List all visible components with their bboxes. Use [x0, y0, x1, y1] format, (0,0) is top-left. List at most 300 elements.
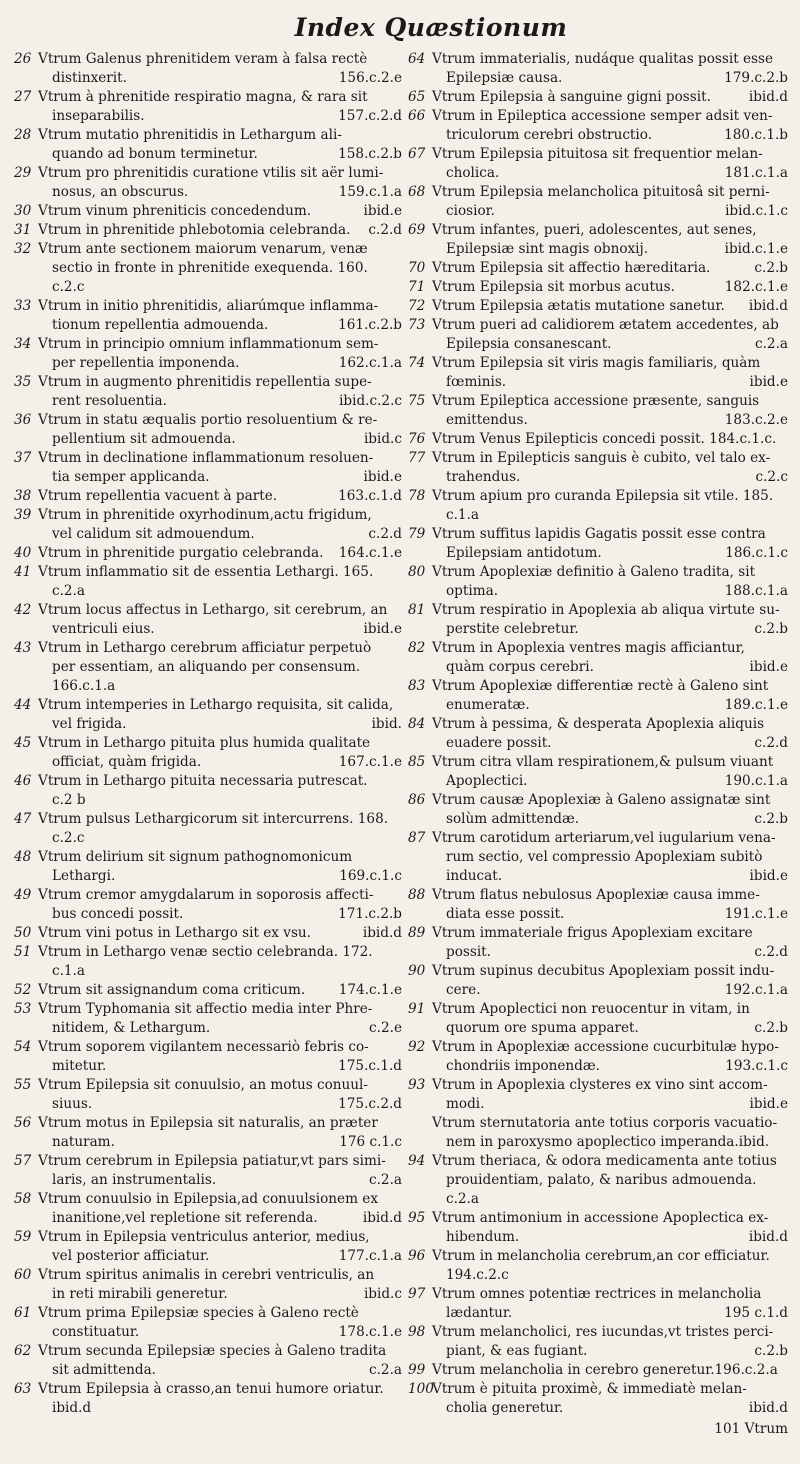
entry-page-ref: c.2.d: [754, 944, 788, 960]
entry-number: 78: [408, 488, 426, 504]
entry-line: Vtrum cremor amygdalarum in soporosis affecti-: [38, 887, 374, 903]
entry-text: [38, 335, 402, 373]
entry-page-ref: 190.c.1.a: [724, 773, 788, 789]
entry-page-ref: c.2.a: [368, 1172, 402, 1188]
entry-page-ref: 176 c.1.c: [339, 1134, 402, 1150]
entry-line: Epilepsiæ sint magis obnoxij.: [446, 241, 649, 257]
entry-line: Vtrum pueri ad calidiorem ætatem accedentes, ab: [432, 317, 779, 333]
entry-line: Vtrum Epilepsia pituitosa sit frequentior melan-: [432, 146, 763, 162]
entry-line: Vtrum soporem vigilantem necessariò febris co-: [38, 1039, 369, 1055]
entry-line: possit.: [446, 944, 491, 960]
entry-page-ref: 164.c.1.e: [338, 545, 402, 561]
entry-line: prouidentiam, palato, & naribus admouenda.: [446, 1172, 757, 1188]
entry-text: [38, 126, 402, 164]
entry-page-ref: ibid.d: [362, 1210, 402, 1226]
entry-text: [38, 639, 402, 696]
entry-page-ref: c.2.d: [368, 222, 402, 238]
entry-line: Vtrum antimonium in accessione Apoplectica ex-: [432, 1210, 769, 1226]
entry-line: Vtrum citra vllam respirationem,& pulsum viuant: [432, 754, 774, 770]
entry-page-ref: 169.c.1.c: [339, 868, 402, 884]
entry-text: [38, 1038, 402, 1076]
index-entry: [14, 1000, 402, 1038]
entry-line: quorum ore spuma apparet.: [446, 1020, 639, 1036]
entry-number: 26: [14, 51, 32, 67]
index-entry: [14, 126, 402, 164]
entry-line: emittendus.: [446, 412, 528, 428]
index-entry: [14, 1114, 402, 1152]
entry-line: quàm corpus cerebri.: [446, 659, 594, 675]
entry-text: [432, 829, 788, 886]
entry-number: 63: [14, 1381, 32, 1397]
entry-text: [38, 1076, 402, 1114]
entry-number: 70: [408, 260, 426, 276]
entry-line: Vtrum motus in Epilepsia sit naturalis, an præter: [38, 1115, 378, 1131]
entry-number: 27: [14, 89, 32, 105]
entry-text: [432, 753, 788, 791]
entry-line: Vtrum in declinatione inflammationum resoluen-: [38, 450, 374, 466]
index-entry: [14, 1076, 402, 1114]
entry-text: [432, 886, 788, 924]
entry-number: 72: [408, 298, 426, 314]
entry-text: [38, 734, 402, 772]
entry-text: [38, 1190, 402, 1228]
entry-number: 44: [14, 697, 32, 713]
index-entry: [408, 1247, 788, 1285]
entry-line: Vtrum melancholici, res iucundas,vt tristes perci-: [432, 1324, 774, 1340]
index-entry: [14, 734, 402, 772]
entry-text: [38, 1266, 402, 1304]
index-entry: [408, 50, 788, 88]
entry-number: 39: [14, 507, 32, 523]
entry-line: Vtrum respiratio in Apoplexia ab aliqua virtute su-: [432, 602, 780, 618]
entry-text: [432, 962, 788, 1000]
entry-number: 92: [408, 1039, 426, 1055]
entry-line: Vtrum è pituita proximè, & immediatè melan-: [432, 1381, 747, 1397]
entry-text: [38, 563, 402, 601]
entry-text: [38, 1304, 402, 1342]
entry-page-ref: 158.c.2.b: [338, 146, 402, 162]
entry-line: euadere possit.: [446, 735, 552, 751]
entry-line: constituatur.: [52, 1324, 140, 1340]
entry-page-ref: ibid.e: [363, 203, 402, 219]
entry-line: inducat.: [446, 868, 503, 884]
right-column: [408, 50, 788, 1418]
entry-number: 97: [408, 1286, 426, 1302]
entry-text: [432, 791, 788, 829]
entry-line: Vtrum in Apoplexia ventres magis afficiantur,: [432, 640, 746, 656]
entry-line: per essentiam, an aliquando per consensum.: [52, 659, 361, 675]
entry-line: c.2.a: [52, 583, 86, 599]
entry-number: 46: [14, 773, 32, 789]
index-entry: [408, 886, 788, 924]
entry-line: solùm admittendæ.: [446, 811, 580, 827]
entry-line: vel calidum sit admouendum.: [52, 526, 255, 542]
entry-number: 74: [408, 355, 426, 371]
entry-line: Apoplectici.: [446, 773, 528, 789]
entry-line: Vtrum in Lethargo venæ sectio celebranda. 172.: [38, 944, 373, 960]
entry-text: [432, 1076, 788, 1114]
entry-line: Vtrum in phrenitide purgatio celebranda.: [38, 545, 324, 561]
entry-page-ref: 195 c.1.d: [724, 1305, 788, 1321]
entry-page-ref: c.2.d: [754, 735, 788, 751]
entry-text: [38, 981, 402, 1000]
entry-line: hibendum.: [446, 1229, 520, 1245]
entry-page-ref: 175.c.1.d: [338, 1058, 402, 1074]
entry-text: [38, 1342, 402, 1380]
entry-page-ref: c.2.a: [754, 336, 788, 352]
entry-line: diata esse possit.: [446, 906, 565, 922]
entry-line: Vtrum secunda Epilepsiæ species à Galeno tradita: [38, 1343, 387, 1359]
entry-page-ref: ibid.c.2.c: [339, 393, 402, 409]
index-entry: [14, 1228, 402, 1266]
entry-text: [38, 506, 402, 544]
entry-line: Vtrum Epilepsia ætatis mutatione sanetur.: [432, 298, 725, 314]
entry-text: [38, 1000, 402, 1038]
entry-line: Vtrum apium pro curanda Epilepsia sit vtile. 185.: [432, 488, 774, 504]
entry-page-ref: ibid.c: [363, 1286, 402, 1302]
entry-page-ref: ibid.d: [748, 298, 788, 314]
entry-page-ref: ibid.c: [363, 431, 402, 447]
entry-line: Vtrum cerebrum in Epilepsia patiatur,vt pars simi-: [38, 1153, 386, 1169]
index-entry: [408, 1076, 788, 1114]
entry-number: 96: [408, 1248, 426, 1264]
entry-line: Epilepsia consanescant.: [446, 336, 612, 352]
entry-text: [432, 88, 788, 107]
entry-text: [38, 943, 402, 981]
entry-number: 86: [408, 792, 426, 808]
entry-line: Vtrum Epilepsia à crasso,an tenui humore oriatur.: [38, 1381, 384, 1397]
entry-line: perstite celebretur.: [446, 621, 579, 637]
entry-number: 95: [408, 1210, 426, 1226]
entry-text: [38, 544, 402, 563]
entry-line: Vtrum spiritus animalis in cerebri ventriculis, an: [38, 1267, 375, 1283]
entry-line: Epilepsiæ causa.: [446, 70, 563, 86]
index-entry: [408, 601, 788, 639]
index-columns: [14, 50, 788, 1418]
entry-line: Vtrum immateriale frigus Apoplexiam excitare: [432, 925, 753, 941]
entry-text: [432, 601, 788, 639]
entry-number: 54: [14, 1039, 32, 1055]
index-entry: [408, 791, 788, 829]
entry-line: inanitione,vel repletione sit referenda.: [52, 1210, 318, 1226]
entry-line: Vtrum infantes, pueri, adolescentes, aut senes,: [432, 222, 757, 238]
index-entry: [14, 373, 402, 411]
entry-text: [432, 221, 788, 259]
entry-line: Lethargi.: [52, 868, 116, 884]
entry-line: vel frigida.: [52, 716, 127, 732]
index-entry: [408, 145, 788, 183]
entry-text: [38, 202, 402, 221]
entry-number: 41: [14, 564, 32, 580]
index-entry: [408, 829, 788, 886]
entry-number: 52: [14, 982, 32, 998]
entry-number: 48: [14, 849, 32, 865]
entry-number: 83: [408, 678, 426, 694]
entry-line: c.1.a: [446, 507, 480, 523]
entry-text: [38, 696, 402, 734]
entry-number: 58: [14, 1191, 32, 1207]
entry-number: 43: [14, 640, 32, 656]
entry-page-ref: 191.c.1.e: [724, 906, 788, 922]
entry-line: Vtrum Apoplectici non reuocentur in vitam, in: [432, 1001, 750, 1017]
entry-page-ref: ibid.c.1.c: [725, 203, 788, 219]
entry-number: 59: [14, 1229, 32, 1245]
entry-number: 62: [14, 1343, 32, 1359]
entry-page-ref: ibid.e: [749, 659, 788, 675]
entry-line: Vtrum sit assignandum coma criticum.: [38, 982, 306, 998]
index-entry: [14, 1380, 402, 1418]
index-entry: [408, 1152, 788, 1209]
entry-text: [38, 240, 402, 297]
entry-text: [432, 354, 788, 392]
entry-text: [38, 221, 402, 240]
entry-line: Vtrum à phrenitide respiratio magna, & rara sit: [38, 89, 368, 105]
entry-page-ref: 175.c.2.d: [338, 1096, 402, 1112]
index-entry: [14, 1190, 402, 1228]
entry-line: Vtrum repellentia vacuent à parte.: [38, 488, 278, 504]
entry-line: Vtrum intemperies in Lethargo requisita, sit calida,: [38, 697, 394, 713]
entry-text: [432, 297, 788, 316]
entry-line: laris, an instrumentalis.: [52, 1172, 217, 1188]
entry-number: 88: [408, 887, 426, 903]
entry-line: ciosior.: [446, 203, 495, 219]
index-entry: [14, 563, 402, 601]
index-entry: [14, 1266, 402, 1304]
entry-line: Vtrum mutatio phrenitidis in Lethargum ali-: [38, 127, 342, 143]
index-entry: [408, 1323, 788, 1361]
entry-number: 56: [14, 1115, 32, 1131]
entry-text: [432, 525, 788, 563]
entry-line: optima.: [446, 583, 499, 599]
entry-page-ref: 157.c.2.d: [338, 108, 402, 124]
entry-number: 33: [14, 298, 32, 314]
entry-line: Vtrum suffitus lapidis Gagatis possit esse contra: [432, 526, 766, 542]
entry-line: Vtrum in principio omnium inflammationum sem-: [38, 336, 379, 352]
entry-number: 81: [408, 602, 426, 618]
entry-line: Vtrum vini potus in Lethargo sit ex vsu.: [38, 925, 311, 941]
entry-text: [432, 1114, 788, 1152]
index-entry: [14, 164, 402, 202]
entry-line: Vtrum pulsus Lethargicorum sit intercurrens. 168.: [38, 811, 389, 827]
entry-line: Vtrum in Apoplexia clysteres ex vino sint accom-: [432, 1077, 768, 1093]
index-entry: [14, 544, 402, 563]
index-entry: [14, 1304, 402, 1342]
entry-line: per repellentia imponenda.: [52, 355, 240, 371]
entry-line: c.2 b: [52, 792, 86, 808]
index-entry: [14, 335, 402, 373]
entry-line: ibid.d: [52, 1400, 92, 1416]
index-entry: [408, 525, 788, 563]
index-entry: [14, 1342, 402, 1380]
index-entry: [408, 316, 788, 354]
index-entry: [14, 601, 402, 639]
entry-line: Vtrum in Lethargo cerebrum afficiatur perpetuò: [38, 640, 372, 656]
entry-page-ref: 178.c.1.e: [338, 1324, 402, 1340]
entry-line: Vtrum Epilepsia melancholica pituitosâ sit perni-: [432, 184, 770, 200]
entry-page-ref: 193.c.1.c: [725, 1058, 788, 1074]
entry-text: [432, 1000, 788, 1038]
entry-line: Vtrum in phrenitide phlebotomia celebranda.: [38, 222, 351, 238]
entry-number: 82: [408, 640, 426, 656]
entry-number: 38: [14, 488, 32, 504]
entry-number: 60: [14, 1267, 32, 1283]
entry-line: 194.c.2.c: [446, 1267, 509, 1283]
entry-text: [432, 924, 788, 962]
index-entry: [14, 886, 402, 924]
index-entry: [408, 449, 788, 487]
entry-line: Vtrum supinus decubitus Apoplexiam possit indu-: [432, 963, 775, 979]
index-entry: [14, 1152, 402, 1190]
entry-line: triculorum cerebri obstructio.: [446, 127, 653, 143]
entry-line: Vtrum flatus nebulosus Apoplexiæ causa imme-: [432, 887, 760, 903]
entry-number: 65: [408, 89, 426, 105]
entry-line: Vtrum conuulsio in Epilepsia,ad conuulsionem ex: [38, 1191, 378, 1207]
entry-text: [432, 449, 788, 487]
entry-line: mitetur.: [52, 1058, 107, 1074]
entry-page-ref: c.2.b: [754, 1343, 788, 1359]
entry-line: Vtrum causæ Apoplexiæ à Galeno assignatæ sint: [432, 792, 771, 808]
entry-page-ref: 183.c.2.e: [724, 412, 788, 428]
entry-number: 29: [14, 165, 32, 181]
entry-number: 30: [14, 203, 32, 219]
index-entry: [408, 392, 788, 430]
entry-line: enumeratæ.: [446, 697, 530, 713]
entry-page-ref: c.2.b: [754, 811, 788, 827]
entry-number: 73: [408, 317, 426, 333]
entry-page-ref: 174.c.1.e: [338, 982, 402, 998]
entry-number: 61: [14, 1305, 32, 1321]
index-entry: [408, 1361, 788, 1380]
entry-text: [432, 487, 788, 525]
entry-line: pellentium sit admouenda.: [52, 431, 236, 447]
entry-number: 79: [408, 526, 426, 542]
entry-page-ref: ibid.d: [748, 1229, 788, 1245]
index-entry: [408, 297, 788, 316]
entry-number: 90: [408, 963, 426, 979]
entry-text: [432, 677, 788, 715]
entry-line: Vtrum Epileptica accessione præsente, sanguis: [432, 393, 760, 409]
entry-line: Vtrum immaterialis, nudáque qualitas possit esse: [432, 51, 774, 67]
entry-number: 80: [408, 564, 426, 580]
entry-line: sectio in fronte in phrenitide exequenda. 160.: [52, 260, 368, 276]
entry-page-ref: c.2.b: [754, 260, 788, 276]
entry-line: in reti mirabili generetur.: [52, 1286, 228, 1302]
entry-line: Vtrum Apoplexiæ differentiæ rectè à Galeno sint: [432, 678, 769, 694]
page-title: Index Quæstionum: [294, 13, 568, 42]
entry-page-ref: 162.c.1.a: [338, 355, 402, 371]
entry-number: 31: [14, 222, 32, 238]
index-entry: [408, 278, 788, 297]
entry-number: 67: [408, 146, 426, 162]
entry-page-ref: 186.c.1.c: [725, 545, 788, 561]
entry-text: [432, 392, 788, 430]
entry-page-ref: c.2.a: [368, 1362, 402, 1378]
entry-line: lædantur.: [446, 1305, 513, 1321]
entry-page-ref: ibid.d: [748, 89, 788, 105]
entry-text: [432, 50, 788, 88]
entry-number: 28: [14, 127, 32, 143]
entry-line: nem in paroxysmo apoplectico imperanda.ibid.: [446, 1134, 770, 1150]
entry-text: [432, 1038, 788, 1076]
entry-page-ref: 182.c.1.e: [724, 279, 788, 295]
catchword: 101 Vtrum: [714, 1421, 788, 1437]
entry-text: [432, 430, 788, 449]
entry-page-ref: 189.c.1.e: [724, 697, 788, 713]
index-entry: [408, 753, 788, 791]
entry-text: [432, 1247, 788, 1285]
entry-line: modi.: [446, 1096, 485, 1112]
entry-line: Vtrum in initio phrenitidis, aliarúmque inflamma-: [38, 298, 379, 314]
entry-line: Epilepsiam antidotum.: [446, 545, 602, 561]
entry-page-ref: ibid.e: [363, 621, 402, 637]
entry-line: distinxerit.: [52, 70, 127, 86]
entry-number: 68: [408, 184, 426, 200]
index-entry: [408, 677, 788, 715]
index-entry: [408, 107, 788, 145]
left-column: [14, 50, 402, 1418]
entry-line: Vtrum in melancholia cerebrum,an cor efficiatur.: [432, 1248, 770, 1264]
entry-line: 166.c.1.a: [52, 678, 116, 694]
entry-number: 77: [408, 450, 426, 466]
entry-page-ref: c.2.b: [754, 621, 788, 637]
index-entry: [14, 411, 402, 449]
index-entry: [14, 848, 402, 886]
entry-number: 99: [408, 1362, 426, 1378]
entry-text: [432, 183, 788, 221]
index-entry: [408, 354, 788, 392]
entry-line: Vtrum vinum phreniticis concedendum.: [38, 203, 312, 219]
entry-number: 85: [408, 754, 426, 770]
index-entry: [408, 962, 788, 1000]
entry-page-ref: c.2.c: [755, 469, 788, 485]
entry-number: 55: [14, 1077, 32, 1093]
entry-text: [38, 1152, 402, 1190]
entry-line: Vtrum Epilepsia à sanguine gigni possit.: [432, 89, 711, 105]
entry-number: 76: [408, 431, 426, 447]
entry-page-ref: 163.c.1.d: [338, 488, 402, 504]
entry-text: [38, 88, 402, 126]
entry-page-ref: 192.c.1.a: [724, 982, 788, 998]
entry-number: 84: [408, 716, 426, 732]
entry-number: 75: [408, 393, 426, 409]
entry-line: Vtrum omnes potentiæ rectrices in melancholia: [432, 1286, 762, 1302]
entry-line: Vtrum theriaca, & odora medicamenta ante totius: [432, 1153, 777, 1169]
entry-number: 94: [408, 1153, 426, 1169]
entry-text: [432, 563, 788, 601]
entry-number: 100: [408, 1381, 434, 1397]
entry-line: Vtrum locus affectus in Lethargo, sit cerebrum, an: [38, 602, 388, 618]
entry-page-ref: c.2.d: [368, 526, 402, 542]
entry-page-ref: 156.c.2.e: [338, 70, 402, 86]
entry-line: Vtrum melancholia in cerebro generetur.196.c.2.a: [432, 1362, 778, 1378]
entry-line: c.2.a: [446, 1191, 480, 1207]
entry-line: nitidem, & Lethargum.: [52, 1020, 211, 1036]
entry-number: 50: [14, 925, 32, 941]
entry-number: 91: [408, 1001, 426, 1017]
entry-page-ref: c.2.b: [754, 1020, 788, 1036]
entry-number: 36: [14, 412, 32, 428]
index-entry: [408, 88, 788, 107]
entry-line: ventriculi eius.: [52, 621, 155, 637]
index-entry: [14, 88, 402, 126]
entry-number: 87: [408, 830, 426, 846]
entry-number: 71: [408, 279, 426, 295]
entry-page-ref: ibid.e: [749, 868, 788, 884]
entry-text: [432, 715, 788, 753]
entry-line: Vtrum in Epilepticis sanguis è cubito, vel talo ex-: [432, 450, 771, 466]
entry-line: Vtrum ante sectionem maiorum venarum, venæ: [38, 241, 368, 257]
entry-text: [432, 1209, 788, 1247]
